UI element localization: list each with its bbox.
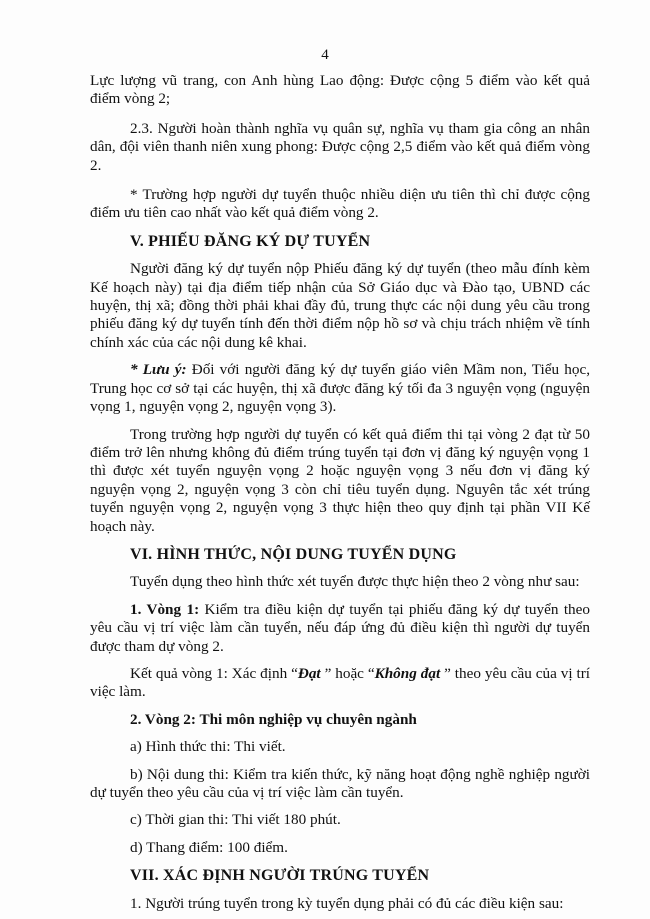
page-number: 4: [321, 47, 329, 63]
section-heading-vii: VII. XÁC ĐỊNH NGƯỜI TRÚNG TUYỂN: [130, 867, 430, 885]
round-2-heading: 2. Vòng 2: Thi môn nghiệp vụ chuyên ngành: [130, 710, 417, 728]
section-v-note: [90, 361, 590, 416]
round-2-item-d: d) Thang điểm: 100 điểm.: [130, 838, 288, 856]
round-2-item-c: c) Thời gian thi: Thi viết 180 phút.: [130, 811, 341, 829]
result-suffix: ” theo yêu cầu của vị trí việc làm.: [90, 664, 591, 701]
page-content: [90, 72, 590, 913]
section-v-paragraph-3: Trong trường hợp người dự tuyển có kết quả điểm thi tại vòng 2 đạt từ 50 điểm trở lên nhưng không đủ điểm trúng tuyển tại đơn vị đăng ký nguyện vọng 1 thì được xét tuyển nguyện vọng 2 hoặc nguyện vọng 3 nếu đơn vị đăng ký nguyện vọng 2, nguyện vọng 3 còn chỉ tiêu tuyển dụng. Nguyên tắc xét trúng tuyển nguyện vọng 2, nguyện vọng 3 thực hiện theo quy định tại phần VII Kế hoạch này.: [90, 425, 590, 535]
round-2-item-b: b) Nội dung thi: Kiểm tra kiến thức, kỹ năng hoạt động nghề nghiệp người dự tuyển theo yêu cầu của vị trí việc làm cần tuyển.: [90, 765, 590, 801]
priority-note: * Trường hợp người dự tuyển thuộc nhiều diện ưu tiên thì chỉ được cộng điểm ưu tiên cao nhất vào kết quả điểm vòng 2.: [90, 186, 590, 222]
section-heading-v: V. PHIẾU ĐĂNG KÝ DỰ TUYỂN: [130, 232, 371, 250]
round-1-paragraph: [90, 601, 590, 656]
round-1-text: Kiểm tra điều kiện dự tuyển tại phiếu đăng ký dự tuyển theo yêu cầu vị trí việc làm cần tuyển, nếu đáp ứng đủ điều kiện thì người dự tuyển được tham dự vòng 2.: [90, 600, 590, 655]
section-vii-paragraph-1: 1. Người trúng tuyển trong kỳ tuyển dụng phải có đủ các điều kiện sau:: [130, 894, 564, 912]
result-mid: ” hoặc “: [320, 664, 375, 682]
note-text: Đối với người đăng ký dự tuyển giáo viên Mầm non, Tiểu học, Trung học cơ sở tại các huyện, thị xã được đăng ký tối đa 3 nguyện vọng (nguyện vọng 1, nguyện vọng 2, nguyện vọng 3).: [90, 361, 590, 416]
priority-paragraph-1: Lực lượng vũ trang, con Anh hùng Lao động: Được cộng 5 điểm vào kết quả điểm vòng 2;: [90, 72, 590, 108]
round-1-label: 1. Vòng 1:: [130, 600, 200, 618]
priority-paragraph-2: 2.3. Người hoàn thành nghĩa vụ quân sự, nghĩa vụ tham gia công an nhân dân, đội viên thanh niên xung phong: Được cộng 2,5 điểm vào kết quả điểm vòng 2.: [90, 119, 590, 174]
result-fail: Không đạt: [374, 664, 441, 682]
section-heading-vi: VI. HÌNH THỨC, NỘI DUNG TUYỂN DỤNG: [130, 545, 457, 563]
result-prefix: Kết quả vòng 1: Xác định “: [130, 664, 298, 682]
section-v-paragraph-1: Người đăng ký dự tuyển nộp Phiếu đăng ký dự tuyển (theo mẫu đính kèm Kế hoạch này) tại địa điểm tiếp nhận của Sở Giáo dục và Đào tạo, UBND các huyện, thị xã; đồng thời phải khai đầy đủ, trung thực các nội dung yêu cầu trong phiếu đăng ký dự tuyển tính đến thời điểm nộp hồ sơ và chịu trách nhiệm về tính chính xác của các nội dung kê khai.: [90, 260, 590, 351]
round-1-result: [90, 665, 590, 702]
result-pass: Đạt: [297, 664, 321, 682]
section-vi-intro: Tuyển dụng theo hình thức xét tuyển được thực hiện theo 2 vòng như sau:: [130, 573, 580, 591]
note-label: * Lưu ý:: [130, 361, 187, 379]
round-2-item-a: a) Hình thức thi: Thi viết.: [130, 738, 286, 756]
